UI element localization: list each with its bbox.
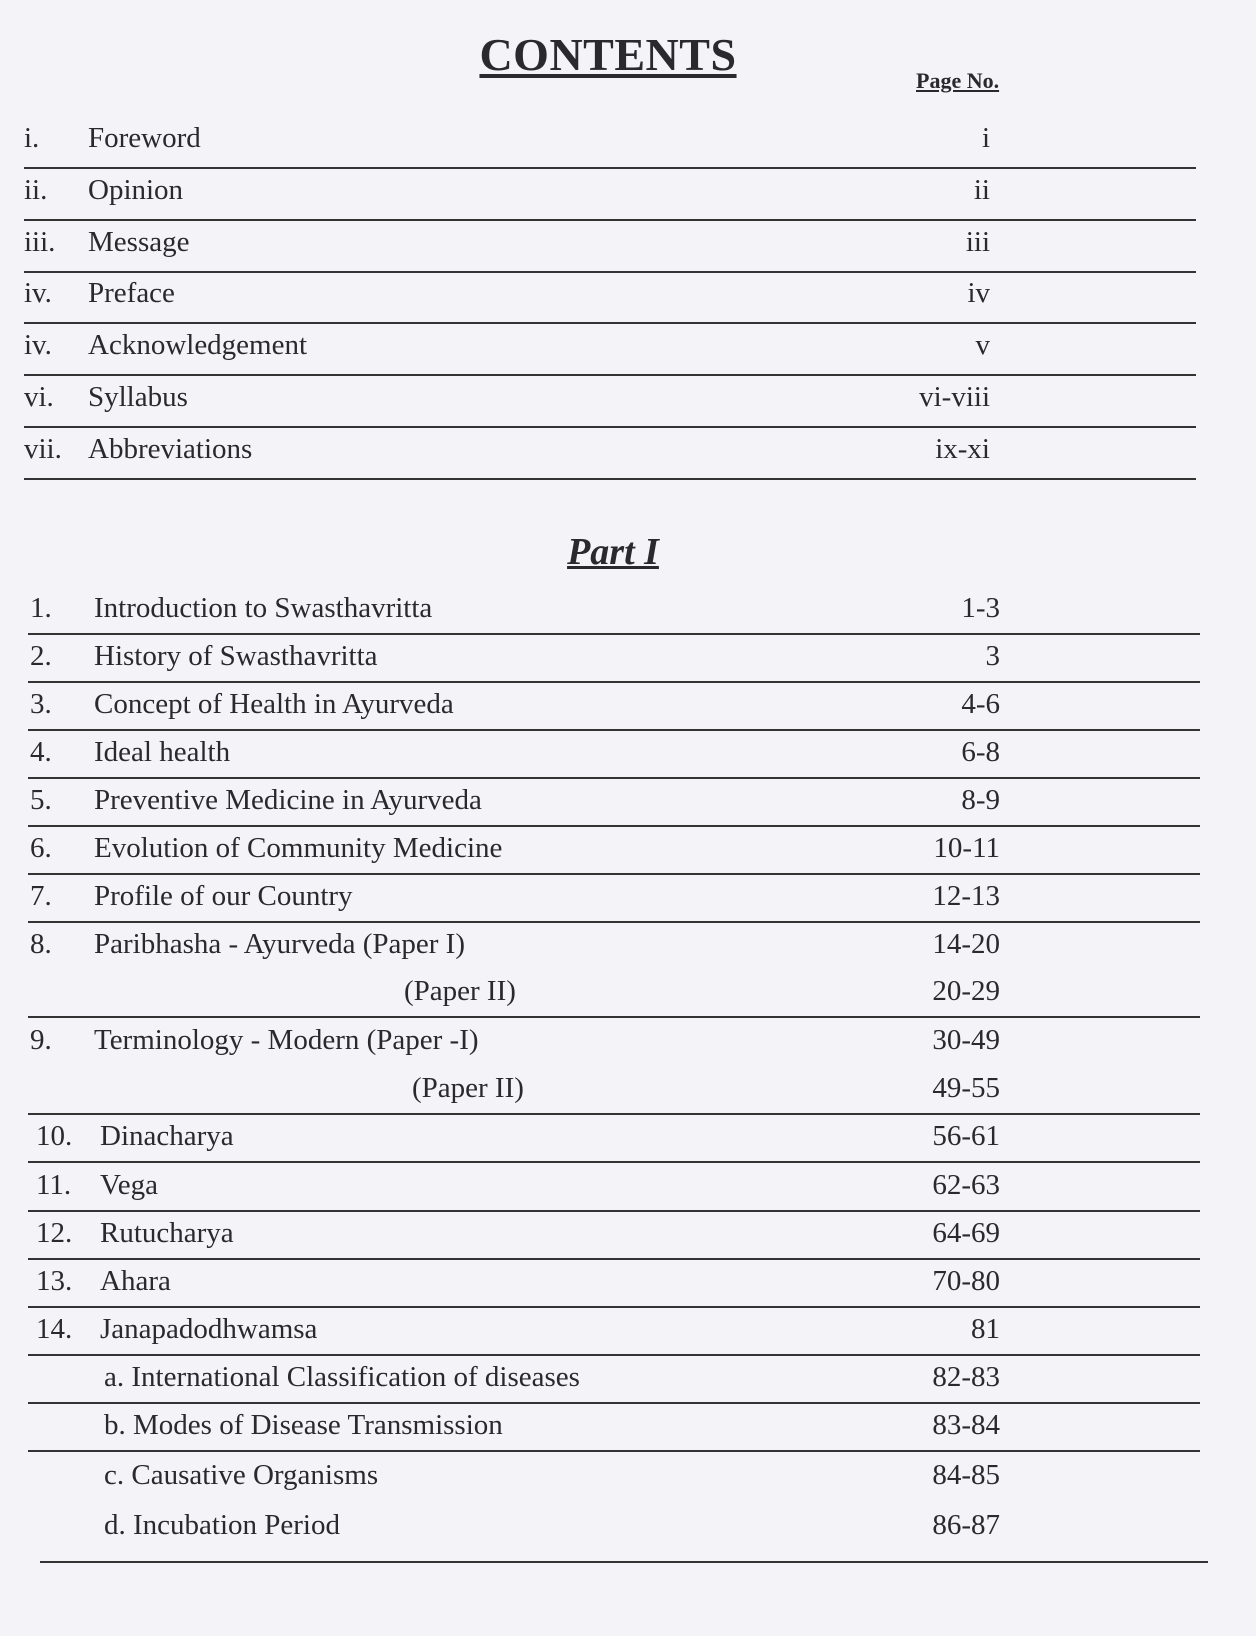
toc-row bbox=[0, 1259, 1256, 1309]
toc-entry-number: 2. bbox=[30, 640, 52, 672]
toc-entry-page: 8-9 bbox=[961, 784, 1000, 816]
toc-entry-number: 6. bbox=[30, 832, 52, 864]
toc-entry-title: History of Swasthavritta bbox=[94, 640, 378, 672]
toc-entry-number: 13. bbox=[36, 1265, 73, 1297]
toc-entry-page: 12-13 bbox=[932, 880, 1000, 912]
contents-title: CONTENTS bbox=[479, 29, 737, 80]
toc-entry-page: 64-69 bbox=[932, 1217, 1000, 1249]
toc-entry-number: vii. bbox=[24, 433, 62, 465]
toc-entry-title: Opinion bbox=[88, 174, 184, 206]
toc-entry-page: 3 bbox=[985, 640, 1000, 672]
toc-row bbox=[0, 586, 1256, 636]
toc-row bbox=[0, 1503, 1256, 1553]
toc-entry-title: Ahara bbox=[100, 1265, 171, 1297]
toc-entry-page: 81 bbox=[971, 1313, 1000, 1345]
toc-entry-page: 14-20 bbox=[932, 928, 1000, 960]
toc-entry-page: ii bbox=[973, 174, 990, 206]
toc-entry-title: Evolution of Community Medicine bbox=[94, 832, 503, 864]
toc-entry-title: Vega bbox=[100, 1169, 158, 1201]
toc-row bbox=[0, 1355, 1256, 1405]
toc-row bbox=[0, 1066, 1256, 1116]
toc-entry-page: 4-6 bbox=[961, 688, 1000, 720]
toc-entry-title: Foreword bbox=[88, 122, 201, 154]
toc-entry-title: b. Modes of Disease Transmission bbox=[104, 1409, 503, 1441]
toc-entry-title: Rutucharya bbox=[100, 1217, 234, 1249]
page-no-heading: Page No. bbox=[916, 68, 1000, 93]
toc-entry-page: v bbox=[975, 329, 990, 361]
toc-entry-title: c. Causative Organisms bbox=[104, 1459, 379, 1491]
toc-entry-page: 1-3 bbox=[961, 592, 1000, 624]
toc-row bbox=[0, 1211, 1256, 1261]
toc-entry-title: Concept of Health in Ayurveda bbox=[94, 688, 454, 720]
toc-entry-page: 10-11 bbox=[933, 832, 1000, 864]
toc-entry-title: d. Incubation Period bbox=[104, 1509, 340, 1541]
toc-entry-page: 83-84 bbox=[932, 1409, 1000, 1441]
toc-entry-title: Abbreviations bbox=[88, 433, 253, 465]
toc-entry-title: Terminology - Modern (Paper -I) bbox=[94, 1024, 479, 1056]
toc-entry-number: 1. bbox=[30, 592, 52, 624]
toc-entry-page: 86-87 bbox=[932, 1509, 1000, 1541]
toc-row bbox=[0, 1114, 1256, 1164]
toc-row bbox=[0, 778, 1256, 828]
toc-entry-title: Janapadodhwamsa bbox=[100, 1313, 318, 1345]
toc-entry-title: (Paper II) bbox=[412, 1072, 524, 1104]
toc-entry-number: 12. bbox=[36, 1217, 73, 1249]
toc-entry-title: Ideal health bbox=[94, 736, 231, 768]
toc-entry-number: 8. bbox=[30, 928, 52, 960]
toc-row bbox=[0, 168, 1256, 218]
toc-row bbox=[0, 682, 1256, 732]
toc-entry-number: ii. bbox=[24, 174, 48, 206]
toc-entry-title: Acknowledgement bbox=[88, 329, 308, 361]
toc-entry-page: ix-xi bbox=[935, 433, 990, 465]
toc-entry-number: 7. bbox=[30, 880, 52, 912]
toc-entry-title: Syllabus bbox=[88, 381, 188, 413]
toc-entry-number: vi. bbox=[24, 381, 54, 413]
toc-entry-number: 5. bbox=[30, 784, 52, 816]
toc-entry-page: 70-80 bbox=[932, 1265, 1000, 1297]
toc-entry-title: Introduction to Swasthavritta bbox=[94, 592, 433, 624]
toc-row bbox=[0, 1403, 1256, 1453]
toc-row bbox=[0, 922, 1256, 972]
toc-entry-page: 6-8 bbox=[961, 736, 1000, 768]
toc-entry-page: i bbox=[981, 122, 990, 154]
toc-entry-number: iv. bbox=[24, 329, 52, 361]
toc-entry-title: Profile of our Country bbox=[94, 880, 353, 912]
toc-entry-page: 82-83 bbox=[932, 1361, 1000, 1393]
toc-row bbox=[0, 826, 1256, 876]
toc-entry-number: iv. bbox=[24, 277, 52, 309]
toc-entry-number: iii. bbox=[24, 226, 56, 258]
toc-entry-title: Preventive Medicine in Ayurveda bbox=[94, 784, 482, 816]
toc-entry-number: 10. bbox=[36, 1120, 73, 1152]
toc-entry-page: 20-29 bbox=[932, 975, 1000, 1007]
toc-entry-page: 56-61 bbox=[932, 1120, 1000, 1152]
row-divider bbox=[40, 1561, 1208, 1563]
row-divider bbox=[28, 1450, 1200, 1452]
toc-entry-number: 14. bbox=[36, 1313, 73, 1345]
toc-row bbox=[0, 969, 1256, 1019]
toc-entry-page: 30-49 bbox=[932, 1024, 1000, 1056]
toc-row bbox=[0, 220, 1256, 270]
toc-row bbox=[0, 375, 1256, 425]
toc-entry-number: 11. bbox=[36, 1169, 72, 1201]
toc-row bbox=[0, 634, 1256, 684]
toc-entry-title: Paribhasha - Ayurveda (Paper I) bbox=[94, 928, 465, 960]
toc-entry-number: 9. bbox=[30, 1024, 52, 1056]
toc-entry-number: 4. bbox=[30, 736, 52, 768]
toc-entry-page: 49-55 bbox=[932, 1072, 1000, 1104]
toc-row bbox=[0, 1163, 1256, 1213]
toc-row bbox=[0, 874, 1256, 924]
toc-entry-page: 62-63 bbox=[932, 1169, 1000, 1201]
toc-entry-page: iv bbox=[967, 277, 990, 309]
toc-entry-page: vi-viii bbox=[919, 381, 990, 413]
toc-row bbox=[0, 116, 1256, 166]
toc-entry-title: Message bbox=[88, 226, 190, 258]
toc-row bbox=[0, 1018, 1256, 1068]
row-divider bbox=[24, 478, 1196, 480]
toc-entry-title: a. International Classification of diseases bbox=[104, 1361, 580, 1393]
toc-row bbox=[0, 271, 1256, 321]
toc-row bbox=[0, 1453, 1256, 1503]
toc-entry-number: 3. bbox=[30, 688, 52, 720]
toc-row bbox=[0, 1307, 1256, 1357]
toc-row bbox=[0, 730, 1256, 780]
toc-entry-title: (Paper II) bbox=[404, 975, 516, 1007]
toc-entry-page: iii bbox=[965, 226, 990, 258]
toc-entry-title: Preface bbox=[88, 277, 175, 309]
toc-entry-title: Dinacharya bbox=[100, 1120, 234, 1152]
toc-row bbox=[0, 323, 1256, 373]
toc-row bbox=[0, 427, 1256, 477]
toc-entry-number: i. bbox=[24, 122, 40, 154]
part-heading: Part I bbox=[567, 531, 659, 573]
toc-entry-page: 84-85 bbox=[932, 1459, 1000, 1491]
